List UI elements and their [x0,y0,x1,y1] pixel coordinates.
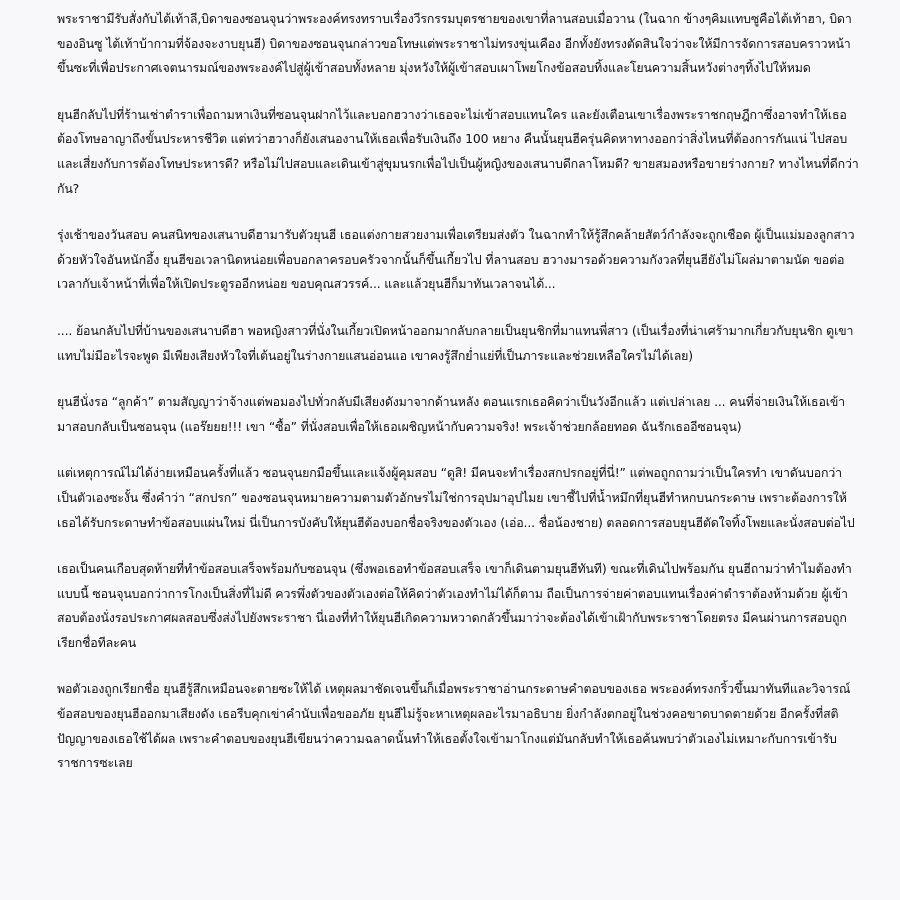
paragraph-exam-finished: เธอเป็นคนเกือบสุดท้ายที่ทำข้อสอบเสร็จพร้อมกับซอนจุน (ซึ่งพอเธอทำข้อสอบเสร็จ เขาก็เดินตามยุนฮีทันที) ขณะที่เดินไปพร้อมกัน ยุนฮีถามว่าทำไมต้องทำแบบนี้ ซอนจุนบอกว่าการโกงเป็นสิ่งที่ไม่ดี ควรพึ่งตัวของตัวเองต่อให้คิดว่าตัวเองทำไม่ได้ก็ตาม ถือเป็นการจ่ายค่าตอบแทนเรื่องค่าตำราต้องห้ามด้วย ผู้เข้าสอบต้องนั่งรอประกาศผลสอบซึ่งส่งไปยังพระราชา นี่เองที่ทำให้ยุนฮีเกิดความหวาดกลัวขึ้นมาว่าจะต้องได้เข้าเฝ้ากับพระราชาโดยตรง มีคนผ่านการสอบถูกเรียกชื่อทีละคน [57,561,852,650]
paragraph-customer-reveal: ยุนฮีนั่งรอ “ลูกค้า” ตามสัญญาว่าจ้างแต่พอมองไปทั่วกลับมีเสียงดังมาจากด้านหลัง ตอนแรกเธอคิดว่าเป็นวังอีกแล้ว แต่เปล่าเลย ... คนที่จ่ายเงินให้เธอเข้ามาสอบกลับเป็นซอนจุน (แอร๊ยยย!!! เขา “ซื้อ” ที่นั่งสอบเพื่อให้เธอเผชิญหน้ากับความจริง! พระเจ้าช่วยกล้อยทอด ฉันรักเธออีซอนจุน) [57,394,845,434]
paragraph-king-reads-answer: พอตัวเองถูกเรียกชื่อ ยุนฮีรู้สึกเหมือนจะตายซะให้ได้ เหตุผลมาชัดเจนขึ้นก็เมื่อพระราชาอ่านกระดาษคำตอบของเธอ พระองค์ทรงกริ้วขึ้นมาทันทีและวิจารณ์ข้อสอบของยุนฮีออกมาเสียงดัง เธอรีบคุกเข่าคำนับเพื่อขออภัย ยุนฮีไม่รู้จะหาเหตุผลอะไรมาอธิบาย ยิ่งกำลังตกอยู่ในช่วงคอขาดบาดตายด้วย อีกครั้งที่สติปัญญาของเธอใช้ได้ผล เพราะคำตอบของยุนฮีเขียนว่าความฉลาดนั้นทำให้เธอตั้งใจเข้ามาโกงแต่มันกลับทำให้เธอค้นพบว่าตัวเองไม่เหมาะกับการเข้ารับราชการซะเลย [57,681,851,771]
paragraph-spilled-ink: แต่เหตุการณ์ไม่ได้ง่ายเหมือนครั้งที่แล้ว ซอนจุนยกมือขึ้นและแจ้งผู้คุมสอบ “ดูสิ! มีคนจะทำเรื่องสกปรกอยู่ที่นี่!” แต่พอถูกถามว่าเป็นใครทำ เขาดันบอกว่าเป็นตัวเองซะงั้น ซึ่งคำว่า “สกปรก” ของซอนจุนหมายความตามตัวอักษรไม่ใช่การอุปมาอุปไมย เขาชี้ไปที่น้ำหมึกที่ยุนฮีทำหกบนกระดาษ เพราะต้องการให้เธอได้รับกระดาษทำข้อสอบแผ่นใหม่ นี่เป็นการบังคับให้ยุนฮีต้องบอกชื่อจริงของตัวเอง (เอ่อ... ชื่อน้องชาย) ตลอดการสอบยุนฮีตัดใจทิ้งโพยและนั่งสอบต่อไป [57,465,855,530]
paragraph-yunsik-palanquin: .... ย้อนกลับไปที่บ้านของเสนาบดีฮา พอหญิงสาวที่นั่งในเกี้ยวเปิดหน้าออกมากลับกลายเป็นยุนชิกที่มาแทนพี่สาว (เป็นเรื่องที่น่าเศร้ามากเกี่ยวกับยุนชิก ดูเขาแทบไม่มีอะไรจะพูด มีเพียงเสียงหัวใจที่เต้นอยู่ในร่างกายแสนอ่อนแอ เขาคงรู้สึกย่ำแย่ที่เป็นภาระและช่วยเหลือใครไม่ได้เลย) [57,322,854,363]
paragraph-yunhee-dilemma: ยุนฮีกลับไปที่ร้านเช่าตำราเพื่อถามหาเงินที่ซอนจุนฝากไว้และบอกฮวางว่าเธอจะไม่เข้าสอบแทนใคร และยังเตือนเขาเรื่องพระราชกฤษฎีกาซึ่งอาจทำให้เธอต้องโทษอาญาถึงขั้นประหารชีวิต แต่ทว่าฮวางก็ยังเสนองานให้เธอเพื่อรับเงินถึง 100 หยาง คืนนั้นยุนฮีครุ่นคิดหาทางออกว่าสิ่งไหนที่ต้องการกันแน่ ไปสอบและเสี่ยงกับการต้องโทษประหารดี? หรือไม่ไปสอบและเดินเข้าสู่ขุมนรกเพื่อไปเป็นผู้หญิงของเสนาบดีกลาโหมดี? ขายสมองหรือขายร่างกาย? ทางไหนที่ดีกว่ากัน? [57,106,859,196]
paragraph-king-order: พระราชามีรับสั่งกับไต้เท้าลี,บิดาของซอนจุนว่าพระองค์ทรงทราบเรื่องวีรกรรมบุตรชายของเขาที่ลานสอบเมื่อวาน (ในฉาก ข้างๆคิมแทบซูคือไต้เท้าฮา, บิดาของอินซู ไต้เท้าบ้ากามที่จ้องจะงาบยุนฮี) บิดาของซอนจุนกล่าวขอโทษแต่พระราชาไม่ทรงขุ่นเคือง อีกทั้งยังทรงตัดสินใจว่าจะให้มีการจัดการสอบคราวหน้าขึ้นซะที่เพื่อประกาศเจตนารมณ์ของพระองค์ไปสู่ผู้เข้าสอบทั้งหลาย มุ่งหวังให้ผู้เข้าสอบเผาโพยโกงข้อสอบทิ้งและโยนความสิ้นหวังต่างๆทิ้งไปให้หมด [57,11,852,76]
paragraph-exam-morning: รุ่งเช้าของวันสอบ คนสนิทของเสนาบดีฮามารับตัวยุนฮี เธอแต่งกายสวยงามเพื่อเตรียมส่งตัว ในฉากทำให้รู้สึกคล้ายสัตว์กำลังจะถูกเชือด ผู้เป็นแม่มองลูกสาวด้วยหัวใจอันหนักอึ้ง ยุนฮีขอเวลานิดหน่อยเพื่อบอกลาครอบครัวจากนั้นก็ขึ้นเกี้ยวไป ที่ลานสอบ ฮวางมารอด้วยความกังวลที่ยุนฮียังไม่โผล่มาตามนัด ขอต่อเวลากับเจ้าหน้าที่เพื่อให้เปิดประตูรออีกหน่อย ขอบคุณสวรรค์... และแล้วยุนฮีก็มาทันเวลาจนได้... [57,227,855,292]
